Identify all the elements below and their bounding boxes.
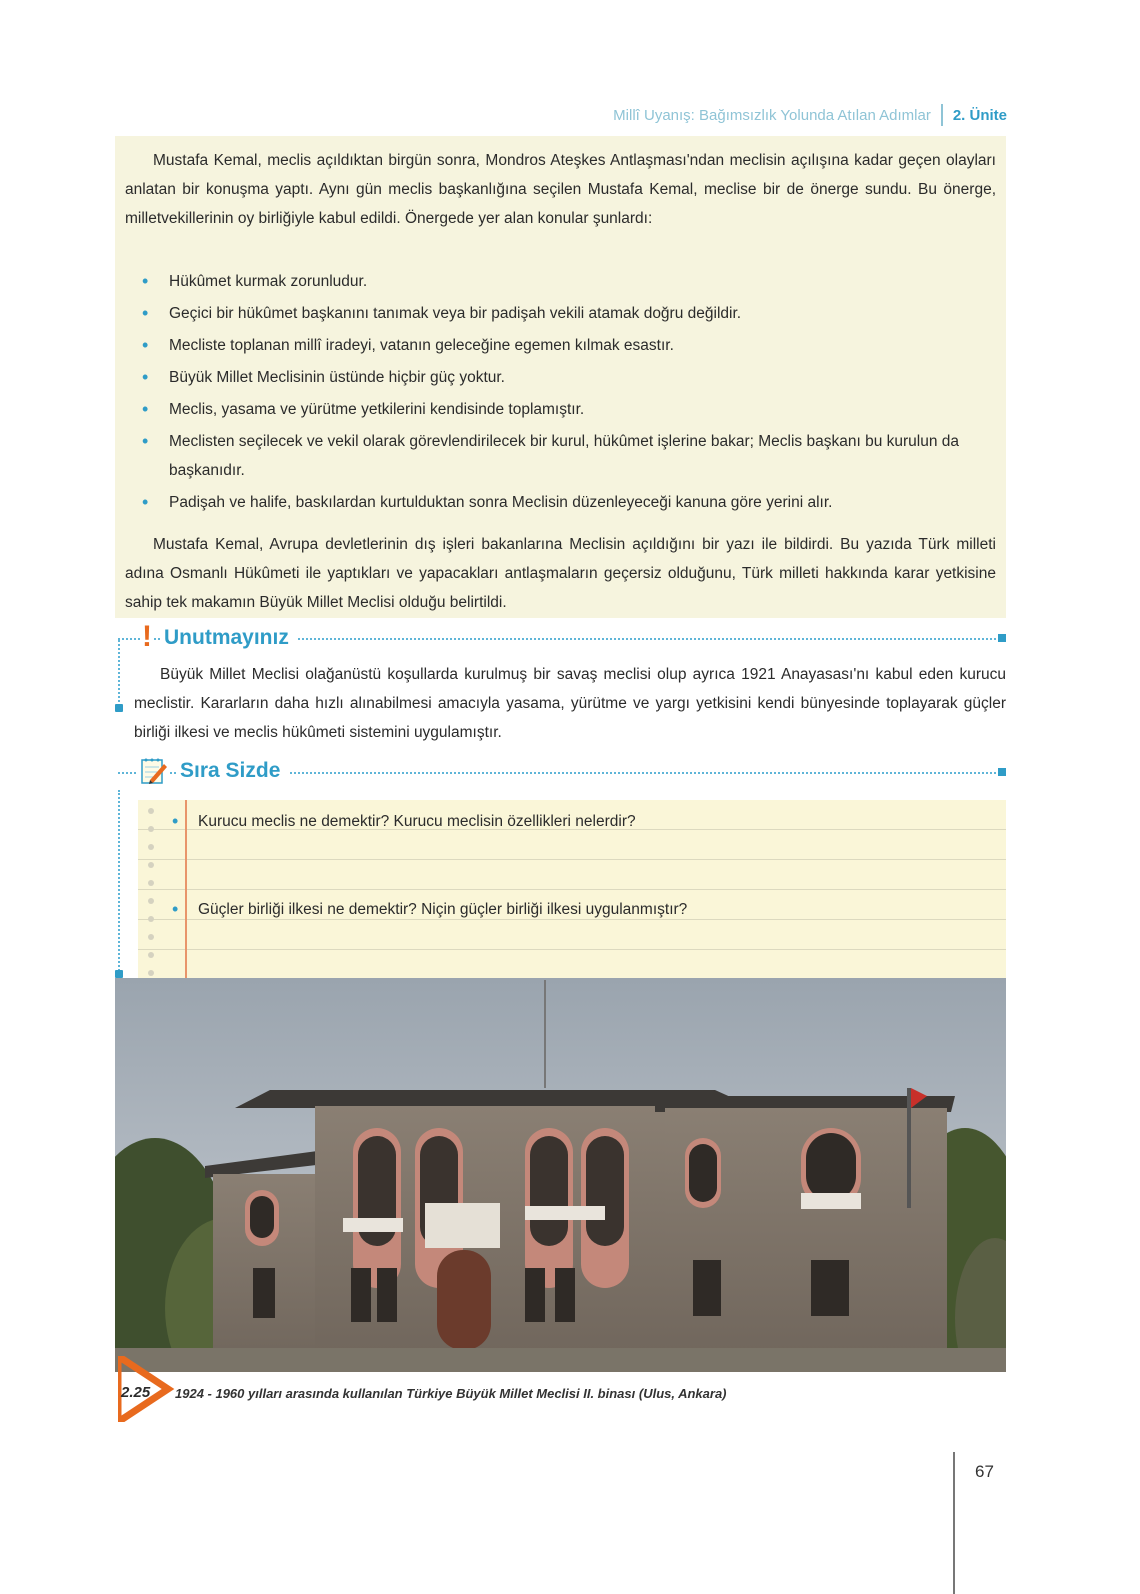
unit-label: 2. Ünite [952, 106, 1007, 124]
unutmayiniz-paragraph: Büyük Millet Meclisi olağanüstü koşullarda kurulmuş bir savaş meclisi olup ayrıca 1921 Anayasası'nı kabul eden kurucu meclistir. Kararların daha hızlı alınabilmesi amacıyla yasama, yürütme ve yargı yetkisini kendi bünyesinde toplayarak güçler birliği ilkesi ve meclis hükûmeti sistemini uygulamıştır. [134, 666, 1006, 741]
list-item: • Meclis, yasama ve yürütme yetkilerini kendisinde toplamıştır. [137, 395, 996, 424]
list-item: • Büyük Millet Meclisinin üstünde hiçbir güç yoktur. [137, 363, 996, 392]
vertical-dotted-rule [118, 640, 120, 706]
closing-paragraph: Mustafa Kemal, Avrupa devletlerinin dış işleri bakanlarına Meclisin açıldığını bir yazı ile bildirdi. Bu yazıda Türk milleti adına Osmanlı Hükûmeti ile yaptıkları ve yapacakları antlaşmaların geçersiz olduğunu, Türk milleti hakkında karar yetkisine sahip tek makamın Büyük Millet Meclisi olduğu belirtildi. [125, 536, 996, 611]
question-2: • Güçler birliği ilkesi ne demektir? Niçin güçler birliği ilkesi uygulanmıştır? [198, 901, 687, 919]
list-item: • Mecliste toplanan millî iradeyi, vatanın geleceğine egemen kılmak esastır. [137, 331, 996, 360]
question-1: • Kurucu meclis ne demektir? Kurucu meclisin özellikleri nelerdir? [198, 813, 636, 831]
intro-paragraph: Mustafa Kemal, meclis açıldıktan birgün sonra, Mondros Ateşkes Antlaşması'ndan meclisin açılışına kadar geçen olayları anlatan bir konuşma yaptı. Aynı gün meclis başkanlığına seçilen Mustafa Kemal, meclise bir de önerge sundu. Bu önerge, milletvekillerinin oy birliğiyle kabul edildi. Önergede yer alan konular şunlardı: [125, 152, 996, 227]
sira-sizde-title: Sıra Sizde [176, 759, 288, 783]
figure-caption [118, 1356, 1008, 1416]
list-item: • Meclisten seçilecek ve vekil olarak görevlendirilecek bir kurul, hükûmet işlerine bakar; Meclis başkanı bu kurulun da başkanıdır. [137, 427, 996, 485]
list-item: • Geçici bir hükûmet başkanını tanımak veya bir padişah vekili atamak doğru değildir. [137, 299, 996, 328]
exclamation-icon: ! [142, 620, 152, 653]
proposal-list [137, 267, 996, 520]
sira-sizde-header [118, 756, 1006, 790]
parliament-building-photo [115, 978, 1006, 1372]
notepad-pencil-icon [138, 756, 168, 786]
running-header [613, 102, 1007, 128]
notebook-margin-line [185, 800, 187, 978]
question-notebook [138, 800, 1006, 978]
rule-end-marker [998, 768, 1006, 776]
page-number: 67 [975, 1462, 994, 1481]
rule-end-marker [998, 634, 1006, 642]
unutmayiniz-title: Unutmayınız [160, 626, 297, 650]
unutmayiniz-header [118, 620, 1006, 654]
header-divider [941, 104, 943, 126]
rule-end-marker [115, 970, 123, 978]
notebook-holes [148, 808, 154, 988]
figure-number: 2.25 [121, 1384, 151, 1401]
page-number-divider [953, 1452, 955, 1594]
figure-caption-text: 1924 - 1960 yılları arasında kullanılan Türkiye Büyük Millet Meclisi II. binası (Ulus, Ankara) [175, 1386, 727, 1401]
list-item: • Hükûmet kurmak zorunludur. [137, 267, 996, 296]
rule-end-marker [115, 704, 123, 712]
unutmayiniz-text [134, 660, 1006, 747]
vertical-dotted-rule [118, 790, 120, 974]
main-text-panel [115, 136, 1006, 618]
list-item: • Padişah ve halife, baskılardan kurtulduktan sonra Meclisin düzenleyeceği kanuna göre yerini alır. [137, 488, 996, 517]
chapter-title: Millî Uyanış: Bağımsızlık Yolunda Atılan Adımlar [613, 106, 931, 124]
